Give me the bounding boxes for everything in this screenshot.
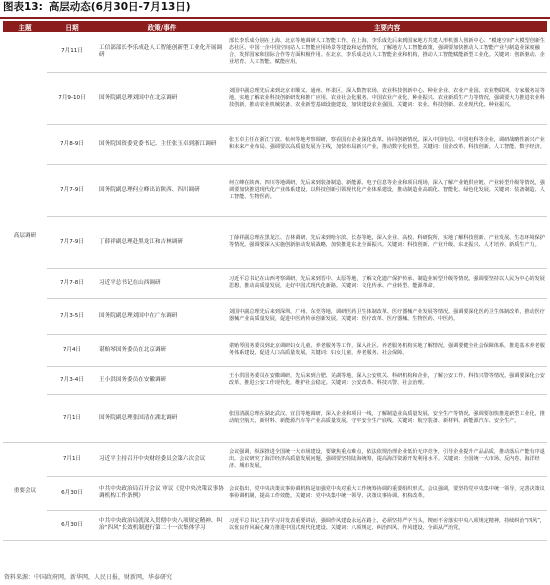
figure-label: 图表13: [3, 1, 43, 13]
row-event: 国务院副总理刘国中在广东调研 [97, 298, 227, 334]
row-date: 7月7-8日 [47, 268, 97, 298]
table-row [3, 164, 547, 216]
category-cell: 高层调研 [3, 32, 47, 442]
row-date: 7月1日 [47, 394, 97, 442]
table-row [3, 510, 547, 540]
row-date: 7月3-5日 [47, 298, 97, 334]
category-cell: 重要会议 [3, 442, 47, 540]
row-content: 王小洪国务委员在安徽调研，先后来到合肥、芜湖等地，深入公安机关、科研机构和企业，了解公安工作、科技兴警等情况。强调要深化公安改革，推进公安工作现代化，维护社会稳定。关键词：公安改革、科技兴警、社会治理。 [227, 366, 547, 394]
row-date: 6月30日 [47, 476, 97, 510]
row-event: 习近平总书记在山西调研 [97, 268, 227, 298]
row-content: 何立峰在陕西、四川等地调研，先后来到装备制造、新能源、电子信息等企业和项目现场，深入了解产业链供应链、产业转型升级等情况，强调要加快推进现代化产业体系建设，以科技创新引领现代化产业体系建设，推动制造业高端化、智能化、绿色化发展。关键词：装备制造、人工智能、生物医药。 [227, 164, 547, 216]
row-content: 张玉卓主任在浙江宁波、杭州等地考察调研，察看国有企业深化改革、协同创新情况。深入中国电信、中国电科等企业，调研战略性新兴产业和未来产业布局。强调要以高质量发展为主线，加快布局新兴产业，推动数字化转型。关键词：国企改革、科技创新、人工智能、数字经济。 [227, 124, 547, 164]
policy-table [3, 21, 547, 541]
header-date: 日期 [47, 21, 97, 32]
table-row [3, 32, 547, 72]
row-date: 7月1日 [47, 442, 97, 476]
row-date: 7月11日 [47, 32, 97, 72]
row-content: 刘国中副总理先后来到深圳、广州、东莞等地，调研医药卫生体制改革、医疗器械产业发展等情况。强调要深化医药卫生体制改革，推动医疗器械产业高质量发展，促进中医药传承创新发展。关键词：医疗改革、医疗器械、生物医药、中医药。 [227, 298, 547, 334]
row-event: 国务院副总理刘国中在北京调研 [97, 72, 227, 124]
table-row [3, 366, 547, 394]
row-event: 中共中央政治局就深入贯彻中央八项规定精神、纠治“四风”长效机制进行第二十一次集体学习 [97, 510, 227, 540]
row-date: 7月4日 [47, 334, 97, 366]
row-event: 国务院副总理何立峰出访陕西、四川调研 [97, 164, 227, 216]
row-event: 习近平主持召开中央财经委员会第六次会议 [97, 442, 227, 476]
row-event: 王小洪国务委员在安徽调研 [97, 366, 227, 394]
table-row [3, 476, 547, 510]
header-event: 政策/事件 [97, 21, 227, 32]
row-content: 张国清副总理在湖北武汉、宜昌等地调研，深入企业和项目一线，了解制造业高质量发展、安全生产等情况。强调要加快推进新型工业化，推动航空航天、新材料、新能源汽车等产业高质量发展，守牢安全生产底线。关键词：航空装备、新材料、新能源汽车、安全生产。 [227, 394, 547, 442]
header-topic: 主题 [3, 21, 47, 32]
table-row [3, 442, 547, 476]
row-content: 会议指出，党中央决策议事协调机构是加强党中央对重大工作统筹协调的重要组织形式。会议强调，要坚持党中央集中统一领导，完善决策议事协调机制，提高工作效能。关键词：党中央集中统一领导、决策议事协调、机构改革。 [227, 476, 547, 510]
row-content: 刘国中副总理先后来到北京市顺义、通州、怀柔区，深入数智农场、农业科技创新中心、种业企业、农业产业园、农业物联网、专家服务站等地，实地了解农业科技创新研发和推广应用、农业社会化服务、中国农业产业化、种业振兴、农业新质生产力等情况，强调要大力推进农业科技创新，推动农业机械装备、农业新型基础设施建设，加快建设农业强国。关键词：农业、科技创新、农业现代化、种业振兴。 [227, 72, 547, 124]
table-row [3, 216, 547, 268]
row-date: 7月3-4日 [47, 366, 97, 394]
row-content: 习近平总书记在山西考察调研，先后来到晋中、太原等地，了解文化遗产保护传承、制造业转型升级等情况。强调要坚持以人民为中心的发展思想，推动高质量发展，走好中国式现代化新路。关键词：文化传承、产业转型、能源革命。 [227, 268, 547, 298]
source-note: 资料来源：中国政府网，新华网，人民日报，财新网，华泰研究 [4, 574, 173, 581]
row-event: 丁薛祥副总理赴黑龙江和吉林调研 [97, 216, 227, 268]
table-row [3, 298, 547, 334]
row-event: 中共中央政治局召开会议 审议《党中央决策议事协调机构工作条例》 [97, 476, 227, 510]
table-row [3, 72, 547, 124]
row-event: 国务院国资委党委书记、主任张玉卓到浙江调研 [97, 124, 227, 164]
row-date: 6月30日 [47, 510, 97, 540]
row-content: 谌贻琴国务委员到北京调研妇女儿童、养老服务等工作，深入社区、养老服务机构实地了解情况。强调要健全社会保障体系，推进基本养老服务体系建设，促进人口高质量发展。关键词：妇女儿童、养老服务、社会保障。 [227, 334, 547, 366]
row-content: 丁薛祥副总理在黑龙江、吉林调研，先后来到哈尔滨、长春等地，深入企业、高校、科研院所，实地了解科技创新、产业发展、生态环境保护等情况。强调要深入实施创新驱动发展战略，加快推进东北全面振兴。关键词：科技创新、产业升级、东北振兴、人才培养、新质生产力。 [227, 216, 547, 268]
header-content: 主要内容 [227, 21, 547, 32]
table-row [3, 394, 547, 442]
figure-title-bar [0, 0, 550, 19]
row-event: 谌贻琴国务委员在北京调研 [97, 334, 227, 366]
table-row [3, 268, 547, 298]
table-row [3, 334, 547, 366]
row-event: 工信部部长李乐成赴人工智能创新型工业化开展调研 [97, 32, 227, 72]
row-date: 7月9-10日 [47, 72, 97, 124]
row-date: 7月8-9日 [47, 124, 97, 164]
figure-title: 高层动态(6月30日-7月13日) [48, 1, 191, 13]
row-content: 会议强调，纵深推进全国统一大市场建设，要聚焦重点难点，依法依规治理企业低价无序竞争，引导企业提升产品品质，推动落后产能有序退出。会议研究了海洋经济高质量发展问题，强调要坚持陆海统筹，提高海洋资源开发利用水平。关键词：全国统一大市场、反内卷、海洋经济、城市发展。 [227, 442, 547, 476]
row-event: 国务院副总理张国清在湖北调研 [97, 394, 227, 442]
row-content: 习近平总书记主持学习并发表重要讲话，强调作风建设永远在路上，必须坚持严字当头，锲而不舍落实中央八项规定精神，持续纠治“四风”，以优良作风凝心聚力推进中国式现代化建设。关键词：八项规定、纠治四风、作风建设、全面从严治党。 [227, 510, 547, 540]
row-content: 部长李乐成分别在上海、北京等地调研人工智能工作。在上海，李乐成先后来到国家地方共建人形机器人创新中心、“模速空间”大模型创新生态社区、中国一企中国空间站人工智能应用场景等建设和运营情况，了解地方人工智能政策，强调要加快推动人工智能产业与制造业深度融合，发挥国家和国际合作等方面积极作用。在北京，李乐成走访人工智能企业和机构，推动人工智能赋能新型工业化。关键词：创新驱动、企业培育、人工智能、赋能应用。 [227, 32, 547, 72]
row-date: 7月7-9日 [47, 216, 97, 268]
table-header-row [3, 21, 547, 32]
table-row [3, 124, 547, 164]
row-date: 7月7-9日 [47, 164, 97, 216]
